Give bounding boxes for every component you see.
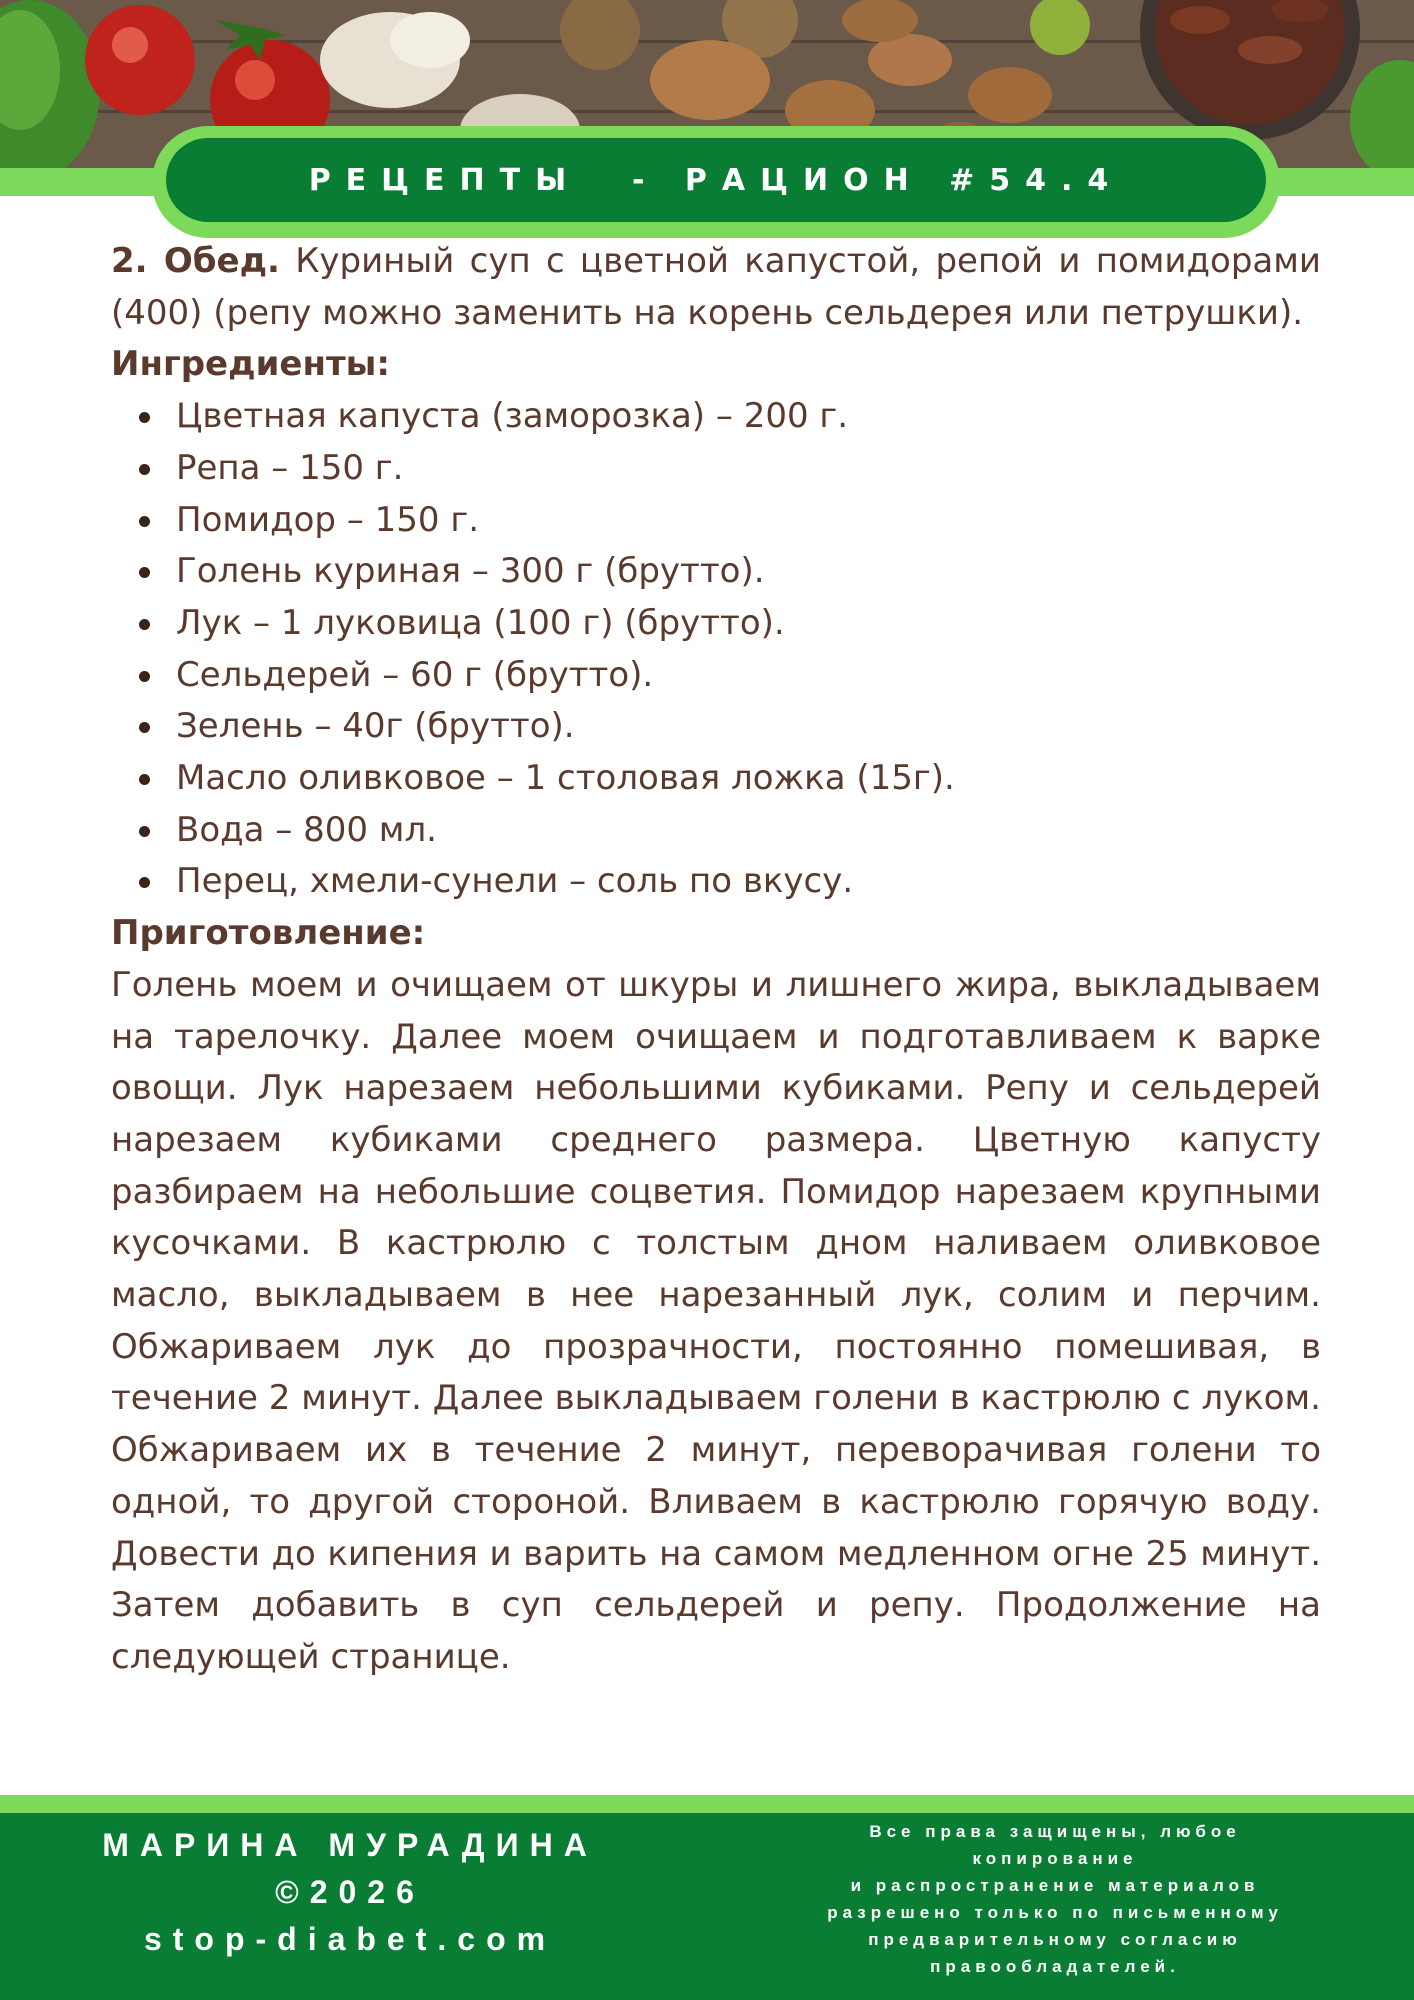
rights-line: Все права защищены, любое	[869, 1822, 1241, 1841]
footer-accent-strip	[0, 1795, 1414, 1813]
rights-line: разрешено только по письменному	[827, 1903, 1283, 1922]
ingredient-item: Цветная капуста (заморозка) – 200 г.	[111, 391, 1321, 443]
ingredient-item: Репа – 150 г.	[111, 443, 1321, 495]
ingredient-item: Зелень – 40г (брутто).	[111, 701, 1321, 753]
recipe-name: Куриный суп с цветной капустой, репой и помидорами (400) (репу можно заменить на корень сельдерея или петрушки).	[111, 241, 1321, 333]
author-name: МАРИНА МУРАДИНА	[102, 1827, 598, 1863]
ingredient-item: Лук – 1 луковица (100 г) (брутто).	[111, 598, 1321, 650]
website-text: stop-diabet.com	[143, 1921, 557, 1957]
recipe-intro	[111, 236, 1321, 339]
footer-author-block	[60, 1822, 640, 1963]
ingredient-item: Вода – 800 мл.	[111, 805, 1321, 857]
rights-line: предварительному согласию	[868, 1930, 1242, 1949]
copyright-year: ©2026	[275, 1874, 425, 1910]
ingredient-item: Сельдерей – 60 г (брутто).	[111, 650, 1321, 702]
ingredients-list	[111, 391, 1321, 908]
rights-line: копирование	[972, 1849, 1138, 1868]
rights-line: и распространение материалов	[850, 1876, 1260, 1895]
preparation-text: Голень моем и очищаем от шкуры и лишнего жира, выкладываем на тарелочку. Далее моем очищаем и подготавливаем к варке овощи. Лук нарезаем небольшими кубиками. Репу и сельдерей нарезаем кубиками среднего размера. Цветную капусту разбираем на небольшие соцветия. Помидор нарезаем крупными кусочками. В кастрюлю с толстым дном наливаем оливковое масло, выкладываем в нее нарезанный лук, солим и перчим. Обжариваем лук до прозрачности, постоянно помешивая, в течение 2 минут. Далее выкладываем голени в кастрюлю с луком. Обжариваем их в течение 2 минут, переворачивая голени то одной, то другой стороной. Вливаем в кастрюлю горячую воду. Довести до кипения и варить на самом медленном огне 25 минут. Затем добавить в суп сельдерей и репу. Продолжение на следующей странице.	[111, 964, 1321, 1677]
preparation-heading: Приготовление:	[111, 913, 426, 954]
ingredients-heading: Ингредиенты:	[111, 344, 390, 385]
ingredient-item: Помидор – 150 г.	[111, 495, 1321, 547]
ingredient-item: Перец, хмели-сунели – соль по вкусу.	[111, 856, 1321, 908]
meal-number: 2. Обед.	[111, 241, 280, 281]
footer-rights-notice	[745, 1818, 1365, 1980]
ingredient-item: Голень куриная – 300 г (брутто).	[111, 546, 1321, 598]
recipe-content	[111, 236, 1321, 1684]
ingredient-item: Масло оливковое – 1 столовая ложка (15г).	[111, 753, 1321, 805]
rights-line: правообладателей.	[930, 1957, 1180, 1976]
page-title: РЕЦЕПТЫ - РАЦИОН #54.4	[308, 162, 1124, 198]
title-banner	[166, 138, 1266, 222]
